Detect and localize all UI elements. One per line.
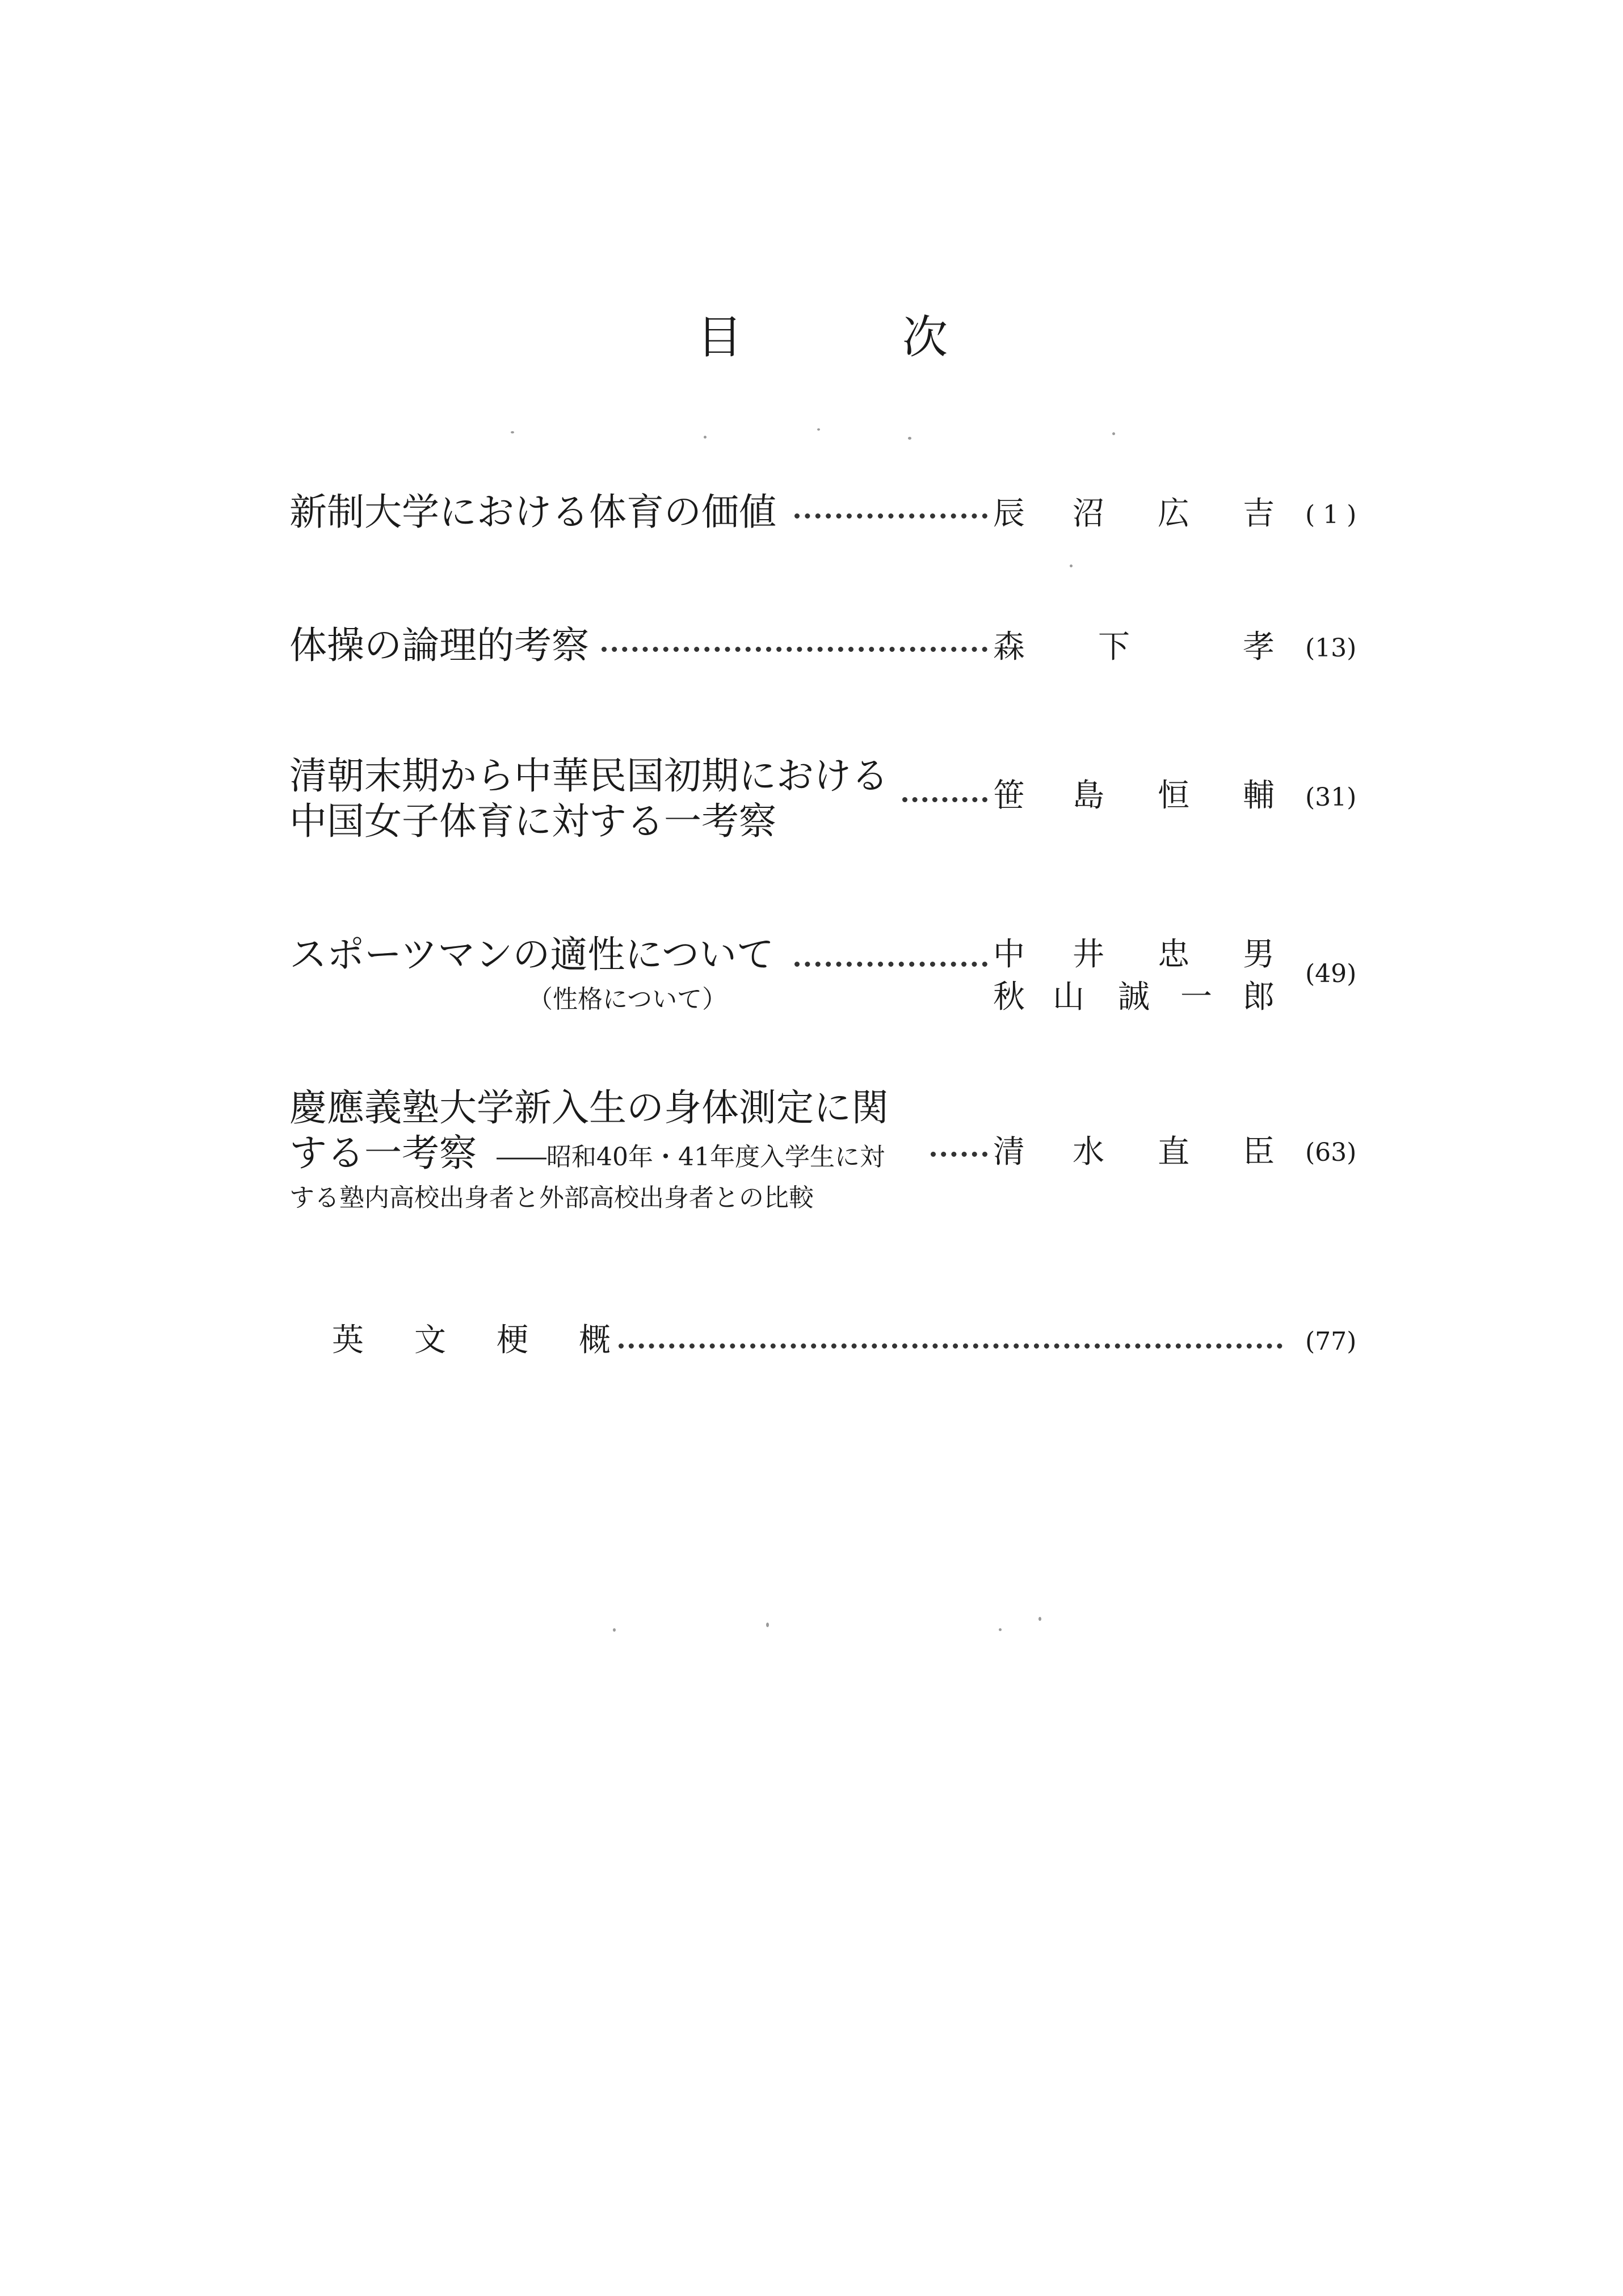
dot-leader (619, 1343, 1283, 1349)
dot-leader (602, 647, 987, 652)
author-char: 吉 (1243, 495, 1275, 532)
scan-speck (1112, 432, 1115, 435)
author-char: 臣 (1243, 1134, 1275, 1170)
scan-speck (1070, 564, 1073, 567)
author-char: 中 (993, 936, 1025, 973)
author-char: 清 (993, 1134, 1025, 1170)
scan-speck (613, 1628, 616, 1632)
author-char: 井 (1073, 936, 1104, 973)
entry-title: スポーツマンの適性について (289, 933, 775, 976)
author-char: 沼 (1073, 495, 1104, 532)
author-char: 直 (1158, 1134, 1189, 1170)
dot-leader (794, 962, 987, 967)
author-char: 辰 (993, 495, 1025, 532)
page-number: (49) (1305, 959, 1357, 988)
page-title-char-1: 目 (697, 311, 742, 364)
author-char: 一 (1180, 979, 1212, 1016)
scan-speck (511, 431, 514, 433)
scan-speck (1038, 1617, 1041, 1621)
appendix-char: 梗 (497, 1322, 528, 1359)
author-char: 笹 (993, 777, 1025, 814)
author-char: 輔 (1243, 777, 1275, 814)
scan-speck (908, 437, 911, 440)
dot-leader (794, 513, 987, 519)
scan-speck (817, 428, 820, 431)
author-char: 誠 (1118, 979, 1150, 1016)
page-number: (63) (1305, 1138, 1357, 1167)
page-number: ( 1 ) (1305, 500, 1357, 529)
entry-subtitle: （性格について） (528, 985, 728, 1014)
author-char: 島 (1073, 777, 1104, 814)
page-number: (31) (1305, 783, 1357, 812)
author-char: 忠 (1158, 936, 1189, 973)
entry-subtitle-line-2: する塾内高校出身者と外部高校出身者との比較 (289, 1183, 814, 1212)
dot-leader (931, 1152, 987, 1157)
page-title-char-2: 次 (902, 311, 948, 364)
author-char: 水 (1073, 1134, 1104, 1170)
page-number: (13) (1305, 634, 1357, 663)
scan-speck (766, 1623, 769, 1627)
author-char: 広 (1158, 495, 1189, 532)
author-char: 秋 (993, 979, 1025, 1016)
author-char: 男 (1243, 936, 1275, 973)
appendix-char: 概 (579, 1322, 611, 1359)
entry-title-line-2: する一考察 (289, 1131, 477, 1175)
entry-title-line-1: 慶應義塾大学新入生の身体測定に関 (289, 1086, 889, 1130)
scan-speck (704, 436, 707, 439)
entry-title-line-2: 中国女子体育に対する一考察 (289, 799, 776, 843)
appendix-char: 英 (332, 1322, 364, 1359)
page-number: (77) (1305, 1327, 1357, 1356)
author-char: 森 (993, 629, 1025, 665)
author-char: 郎 (1243, 979, 1275, 1016)
appendix-char: 文 (414, 1322, 446, 1359)
entry-subtitle: ――昭和40年・41年度入学生に対 (497, 1143, 885, 1172)
entry-title: 新制大学における体育の価値 (289, 490, 776, 534)
author-char: 下 (1098, 629, 1130, 665)
dot-leader (902, 797, 987, 802)
scan-speck (999, 1628, 1002, 1631)
author-char: 孝 (1243, 629, 1275, 665)
entry-title-line-1: 清朝末期から中華民国初期における (289, 754, 889, 798)
entry-title: 体操の論理的考察 (289, 623, 589, 667)
author-char: 山 (1053, 979, 1084, 1016)
author-char: 恒 (1158, 777, 1189, 814)
